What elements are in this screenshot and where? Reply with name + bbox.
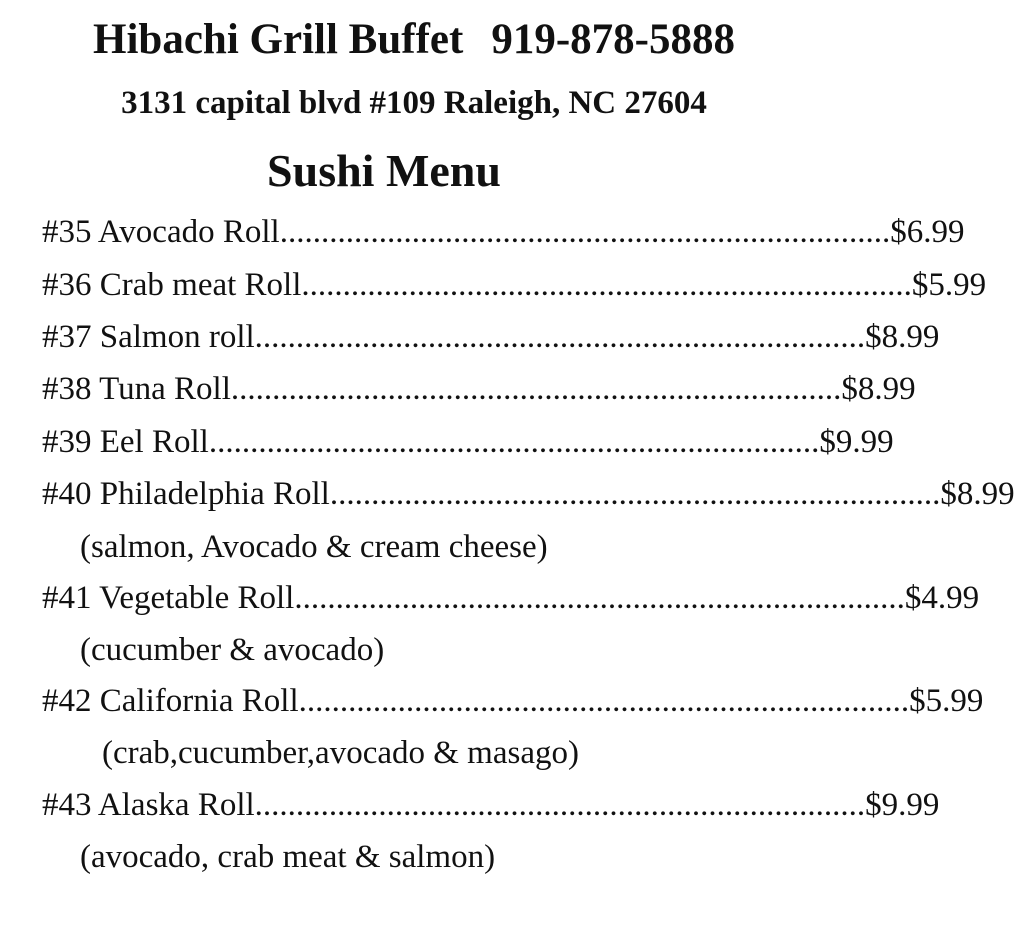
menu-item-price: $9.99 [865, 787, 940, 823]
phone-number: 919-878-5888 [491, 16, 735, 63]
menu-item-price: $8.99 [841, 371, 916, 407]
menu-item-price: $8.99 [940, 476, 1015, 512]
dot-leader: .......................................................................... [294, 580, 905, 616]
menu-item-name: #41 Vegetable Roll [42, 580, 295, 616]
menu-item-name: #36 Crab meat Roll [42, 267, 302, 303]
dot-leader: .......................................................................... [279, 214, 891, 250]
menu-heading: Sushi Menu [267, 145, 501, 196]
menu-item-41 [42, 576, 980, 620]
menu-item-price: $5.99 [911, 267, 987, 303]
menu-item-price: $6.99 [890, 214, 965, 250]
menu-item-name: #43 Alaska Roll [42, 787, 255, 823]
menu-item-38 [42, 367, 916, 411]
menu-item-description: (cucumber & avocado) [80, 632, 385, 668]
menu-item-43 [42, 783, 940, 827]
menu-item-price: $5.99 [909, 683, 984, 719]
menu-item-name: #37 Salmon roll [42, 319, 255, 355]
menu-item-price: $4.99 [904, 580, 980, 616]
restaurant-header [0, 10, 828, 70]
dot-leader: .......................................................................... [208, 424, 820, 460]
menu-item-name: #38 Tuna Roll [42, 371, 231, 407]
menu-item-description: (salmon, Avocado & cream cheese) [80, 529, 548, 565]
dot-leader: .......................................................................... [254, 787, 866, 823]
menu-item-price: $8.99 [865, 319, 940, 355]
menu-item-36 [42, 263, 987, 307]
menu-item-name: #39 Eel Roll [42, 424, 209, 460]
menu-item-name: #35 Avocado Roll [42, 214, 280, 250]
menu-item-price: $9.99 [819, 424, 894, 460]
restaurant-name: Hibachi Grill Buffet [93, 16, 464, 63]
dot-leader: .......................................................................... [298, 683, 910, 719]
menu-item-40 [42, 472, 1015, 516]
menu-item-39 [42, 420, 894, 464]
dot-leader: .......................................................................... [301, 267, 912, 303]
menu-item-description: (crab,cucumber,avocado & masago) [102, 735, 579, 771]
menu-item-name: #40 Philadelphia Roll [42, 476, 330, 512]
dot-leader: .......................................................................... [329, 476, 941, 512]
menu-item-description: (avocado, crab meat & salmon) [80, 839, 496, 875]
restaurant-address: 3131 capital blvd #109 Raleigh, NC 27604 [121, 85, 707, 121]
menu-item-name: #42 California Roll [42, 683, 299, 719]
menu-item-37 [42, 315, 940, 359]
menu-item-42 [42, 679, 984, 723]
menu-item-35 [42, 210, 965, 254]
dot-leader: .......................................................................... [230, 371, 842, 407]
dot-leader: .......................................................................... [254, 319, 866, 355]
